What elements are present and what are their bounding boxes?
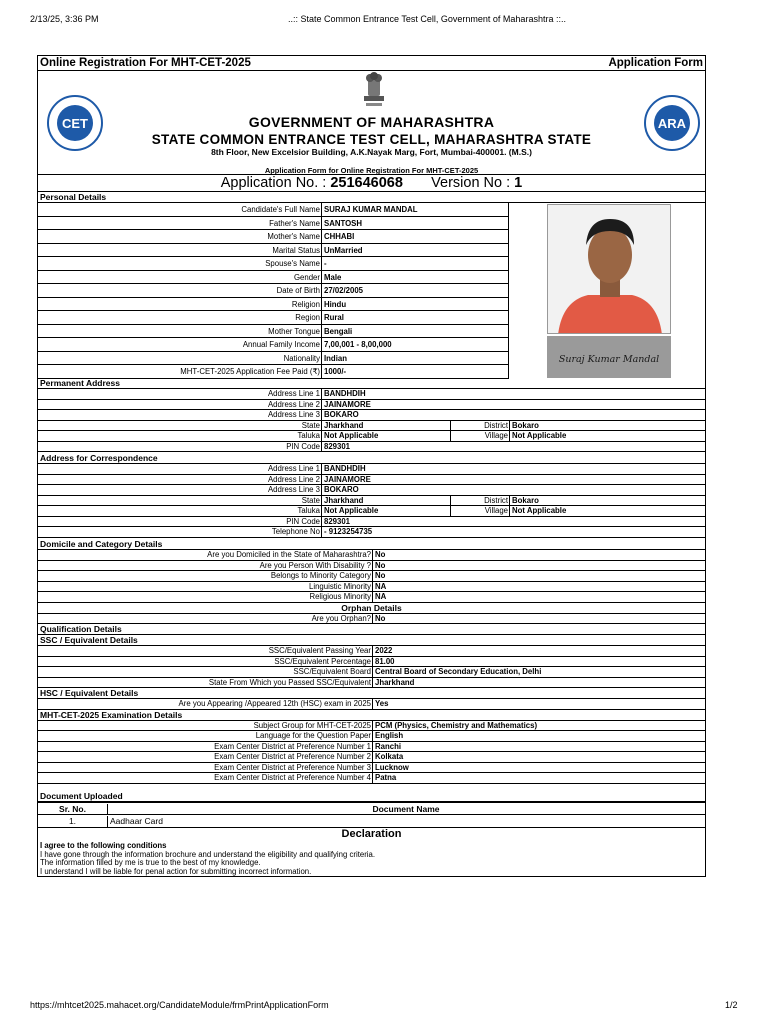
print-page-title: ..:: State Common Entrance Test Cell, Government of Maharashtra ::.. xyxy=(288,14,566,24)
domicile-value: No xyxy=(375,560,386,570)
exam-label: Exam Center District at Preference Number 4 xyxy=(38,773,373,784)
address-label: Address Line 3 xyxy=(38,410,322,421)
personal-row xyxy=(38,298,509,312)
exam-value: Ranchi xyxy=(375,741,401,751)
exam-row xyxy=(38,721,705,732)
address-row xyxy=(38,517,705,528)
domicile-label: Belongs to Minority Category xyxy=(38,571,373,582)
personal-row xyxy=(38,325,509,339)
ssc-value: Central Board of Secondary Education, Delhi xyxy=(375,667,542,676)
orphan-row xyxy=(38,614,705,625)
col-sr-no: Sr. No. xyxy=(38,804,108,815)
exam-row xyxy=(38,731,705,742)
personal-row xyxy=(38,244,509,258)
domicile-row xyxy=(38,571,705,582)
domicile-value: No xyxy=(375,571,386,580)
address-label: State xyxy=(38,496,322,507)
orphan-title: Orphan Details xyxy=(38,603,705,614)
personal-label: Nationality xyxy=(38,352,322,366)
personal-value: Male xyxy=(324,272,342,282)
section-permanent-address: Permanent Address xyxy=(38,378,705,389)
hsc-row xyxy=(38,699,705,710)
declaration-title: Declaration xyxy=(341,828,402,840)
exam-label: Subject Group for MHT-CET-2025 xyxy=(38,721,373,732)
personal-value: 7,00,001 - 8,00,000 xyxy=(324,340,392,349)
exam-value: PCM (Physics, Chemistry and Mathematics) xyxy=(375,720,538,730)
personal-row xyxy=(38,217,509,231)
domicile-row xyxy=(38,561,705,572)
address-row xyxy=(38,506,705,517)
national-emblem-icon xyxy=(358,70,390,112)
application-form xyxy=(37,55,706,877)
ssc-value: 81.00 xyxy=(375,656,395,666)
address-label: Address Line 1 xyxy=(38,464,322,475)
exam-row xyxy=(38,742,705,753)
address-label: Taluka xyxy=(38,506,322,517)
address-value: 829301 xyxy=(324,516,351,526)
address-value: JAINAMORE xyxy=(324,474,371,484)
personal-label: Annual Family Income xyxy=(38,338,322,352)
domicile-value: No xyxy=(375,550,386,559)
address-label: District xyxy=(450,496,510,507)
personal-value: 1000/- xyxy=(324,367,347,376)
address-value: Bokaro xyxy=(512,495,539,505)
section-document-uploaded: Document Uploaded xyxy=(38,791,705,802)
candidate-signature xyxy=(547,336,671,378)
hsc-value: Yes xyxy=(375,699,389,708)
address-value: Bokaro xyxy=(512,420,539,430)
ssc-row xyxy=(38,678,705,689)
ssc-label: SSC/Equivalent Passing Year xyxy=(38,646,373,657)
address-label: Village xyxy=(450,431,510,442)
application-for: Application Form for Online Registration For MHT-CET-2025 xyxy=(264,166,479,175)
section-qualification-details: Qualification Details xyxy=(38,624,705,635)
cell-title: STATE COMMON ENTRANCE TEST CELL, MAHARASHTRA STATE xyxy=(151,132,592,147)
domicile-value: NA xyxy=(375,592,387,601)
address-row xyxy=(38,475,705,486)
personal-value: UnMarried xyxy=(324,245,363,255)
domicile-value: NA xyxy=(375,581,387,591)
personal-label: Spouse's Name xyxy=(38,257,322,271)
application-number-bar xyxy=(38,174,705,192)
personal-value: 27/02/2005 xyxy=(324,286,364,295)
address-row xyxy=(38,496,705,507)
government-title: GOVERNMENT OF MAHARASHTRA xyxy=(248,114,495,130)
address-value: Not Applicable xyxy=(512,506,567,515)
browser-print-footer xyxy=(0,996,768,1016)
address-label: Telephone No xyxy=(38,527,322,538)
print-page-count: 1/2 xyxy=(725,1000,738,1010)
personal-label: Date of Birth xyxy=(38,284,322,298)
personal-value: Indian xyxy=(324,353,347,363)
domicile-row xyxy=(38,582,705,593)
form-header-bar xyxy=(38,56,705,71)
ssc-label: SSC/Equivalent Percentage xyxy=(38,657,373,668)
address-label: District xyxy=(450,421,510,432)
address-label: Address Line 1 xyxy=(38,389,322,400)
address-value: 829301 xyxy=(324,441,351,451)
document-name: Aadhaar Card xyxy=(110,816,163,826)
exam-label: Language for the Question Paper xyxy=(38,731,373,742)
signature-text: Suraj Kumar Mandal xyxy=(558,354,660,365)
print-url: https://mhtcet2025.mahacet.org/CandidateModule/frmPrintApplicationForm xyxy=(30,1000,329,1010)
address-label: Address Line 3 xyxy=(38,485,322,496)
version-label: Version No : xyxy=(431,175,511,191)
domicile-label: Religious Minority xyxy=(38,592,373,603)
exam-value: English xyxy=(375,731,404,740)
address-row xyxy=(38,421,705,432)
address-row xyxy=(38,464,705,475)
form-header-right: Application Form xyxy=(608,57,703,69)
address-row xyxy=(38,431,705,442)
personal-label: Father's Name xyxy=(38,217,322,231)
ssc-row xyxy=(38,657,705,668)
exam-label: Exam Center District at Preference Number 1 xyxy=(38,742,373,753)
personal-value: Bengali xyxy=(324,326,353,336)
personal-row xyxy=(38,257,509,271)
section-personal-details: Personal Details xyxy=(38,192,705,203)
section-exam-details: MHT-CET-2025 Examination Details xyxy=(38,710,705,721)
app-no-value: 251646068 xyxy=(330,175,403,191)
document-table-header xyxy=(38,802,705,815)
print-datetime: 2/13/25, 3:36 PM xyxy=(30,14,99,24)
personal-value: Rural xyxy=(324,313,344,322)
cet-logo-text: CET xyxy=(62,116,88,131)
form-header-left: Online Registration For MHT-CET-2025 xyxy=(40,57,251,69)
address-row xyxy=(38,442,705,453)
address-label: Address Line 2 xyxy=(38,400,322,411)
address-value: BANDHDIH xyxy=(324,389,366,398)
personal-row xyxy=(38,352,509,366)
declaration-lead: I agree to the following conditions xyxy=(40,841,167,850)
personal-label: Region xyxy=(38,311,322,325)
personal-row xyxy=(38,338,509,352)
address-row xyxy=(38,410,705,421)
ssc-label: SSC/Equivalent Board xyxy=(38,667,373,678)
ssc-value: 2022 xyxy=(375,646,393,655)
exam-value: Patna xyxy=(375,773,397,782)
domicile-label: Are you Domiciled in the State of Maharashtra? xyxy=(38,550,373,561)
address-label: Taluka xyxy=(38,431,322,442)
address-row xyxy=(38,389,705,400)
address-label: State xyxy=(38,421,322,432)
personal-label: MHT-CET-2025 Application Fee Paid (₹) xyxy=(38,365,322,379)
personal-row xyxy=(38,311,509,325)
personal-row xyxy=(38,365,509,379)
domicile-row xyxy=(38,592,705,603)
personal-value: SURAJ KUMAR MANDAL xyxy=(324,205,418,214)
declaration-line: The information filled by me is true to the best of my knowledge. xyxy=(40,858,261,867)
personal-label: Mother's Name xyxy=(38,230,322,244)
ssc-row xyxy=(38,646,705,657)
ssc-row xyxy=(38,667,705,678)
declaration-text xyxy=(40,842,375,876)
personal-value: SANTOSH xyxy=(324,218,362,228)
address-row xyxy=(38,527,705,538)
document-sr: 1. xyxy=(38,816,108,827)
section-domicile-category: Domicile and Category Details xyxy=(38,539,705,550)
address-value: - 9123254735 xyxy=(324,527,373,536)
col-document-name: Document Name xyxy=(372,804,440,814)
section-ssc-details: SSC / Equivalent Details xyxy=(38,635,705,646)
personal-row xyxy=(38,230,509,244)
address-value: BANDHDIH xyxy=(324,464,366,473)
personal-value: - xyxy=(324,259,327,268)
ssc-label: State From Which you Passed SSC/Equivalent xyxy=(38,678,373,689)
section-hsc-details: HSC / Equivalent Details xyxy=(38,688,705,699)
personal-label: Marital Status xyxy=(38,244,322,258)
domicile-label: Are you Person With Disability ? xyxy=(38,561,373,572)
personal-label: Mother Tongue xyxy=(38,325,322,339)
section-correspondence-address: Address for Correspondence xyxy=(38,453,705,464)
candidate-photo-icon xyxy=(548,205,671,334)
address-row xyxy=(38,400,705,411)
ara-logo-text: ARA xyxy=(657,116,687,131)
version-value: 1 xyxy=(514,175,523,191)
address-value: Not Applicable xyxy=(512,431,567,440)
orphan-value: No xyxy=(375,613,386,623)
address-label: Address Line 2 xyxy=(38,475,322,486)
domicile-row xyxy=(38,550,705,561)
personal-label: Gender xyxy=(38,271,322,285)
exam-label: Exam Center District at Preference Number 3 xyxy=(38,763,373,774)
address-value: BOKARO xyxy=(324,410,359,419)
exam-row xyxy=(38,763,705,774)
orphan-label: Are you Orphan? xyxy=(38,614,373,625)
personal-label: Candidate's Full Name xyxy=(38,203,322,217)
browser-print-header xyxy=(0,0,768,32)
personal-row xyxy=(38,284,509,298)
address-value: Not Applicable xyxy=(324,431,379,440)
address-label: Village xyxy=(450,506,510,517)
signature-icon xyxy=(547,336,671,378)
ssc-value: Jharkhand xyxy=(375,677,415,687)
declaration-line: I have gone through the information brochure and understand the eligibility and qualifying criteria. xyxy=(40,849,376,859)
address-value: BOKARO xyxy=(324,485,359,494)
domicile-label: Linguistic Minority xyxy=(38,582,373,593)
declaration-line: I understand I will be liable for penal action for submitting incorrect information. xyxy=(40,866,312,876)
personal-row xyxy=(38,203,509,217)
document-row xyxy=(38,815,705,828)
personal-label: Religion xyxy=(38,298,322,312)
hsc-label: Are you Appearing /Appeared 12th (HSC) exam in 2025 xyxy=(38,699,373,710)
address-value: Not Applicable xyxy=(324,506,379,515)
exam-row xyxy=(38,773,705,784)
address-label: PIN Code xyxy=(38,442,322,453)
app-no-label: Application No. : xyxy=(220,175,327,191)
address-value: Jharkhand xyxy=(324,495,364,505)
exam-value: Kolkata xyxy=(375,752,404,761)
cell-address: 8th Floor, New Excelsior Building, A.K.Nayak Marg, Fort, Mumbai-400001. (M.S.) xyxy=(211,147,532,157)
candidate-photo xyxy=(547,204,671,334)
personal-row xyxy=(38,271,509,285)
exam-value: Lucknow xyxy=(375,762,409,772)
exam-label: Exam Center District at Preference Number 2 xyxy=(38,752,373,763)
personal-value: CHHABI xyxy=(324,232,355,241)
address-value: Jharkhand xyxy=(324,420,364,430)
exam-row xyxy=(38,752,705,763)
address-value: JAINAMORE xyxy=(324,399,371,409)
personal-value: Hindu xyxy=(324,299,347,309)
address-label: PIN Code xyxy=(38,517,322,528)
address-row xyxy=(38,485,705,496)
